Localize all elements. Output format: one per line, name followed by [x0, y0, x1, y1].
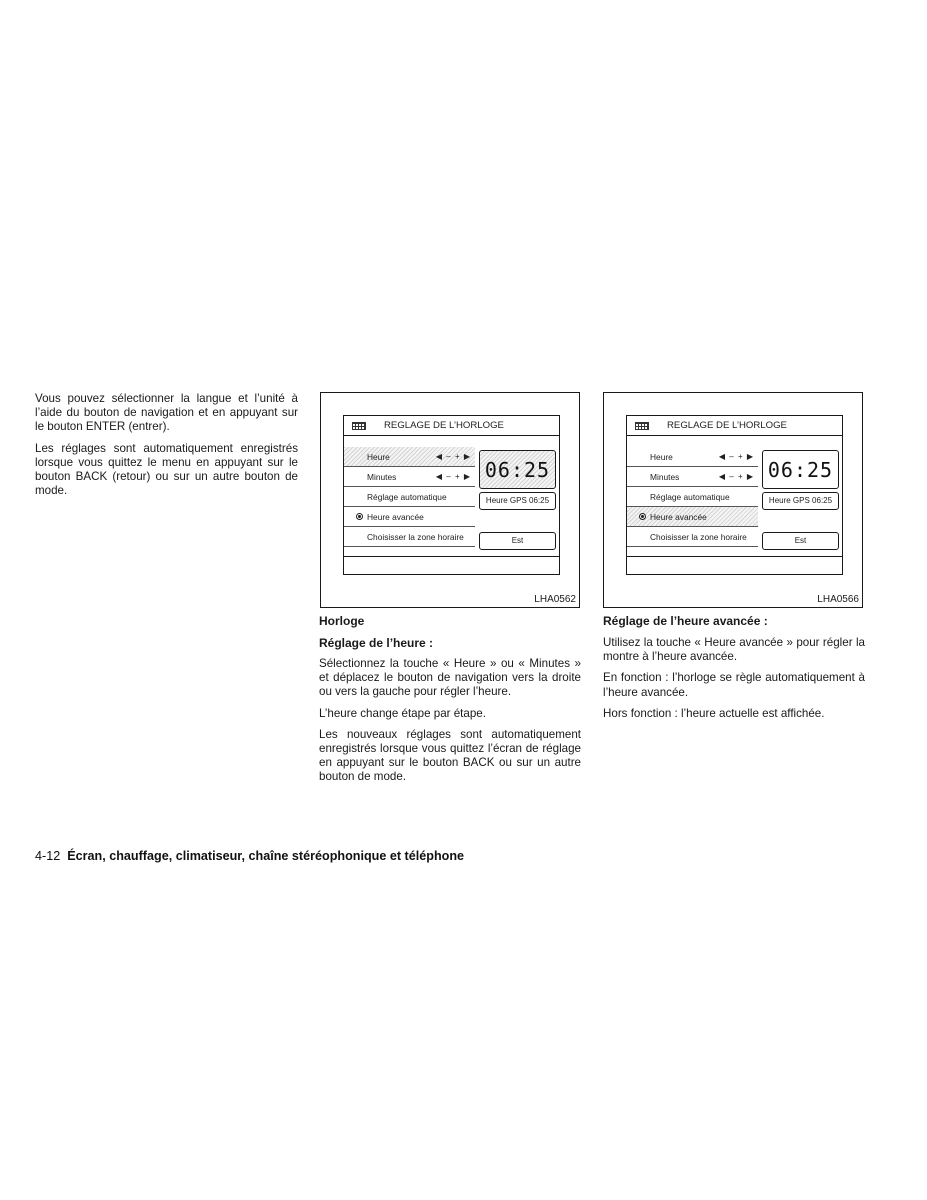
subheading-daylight-saving: Réglage de l’heure avancée : [603, 614, 768, 628]
row-dst-label: Heure avancée [367, 512, 424, 522]
gps-time-box: Heure GPS 06:25 [479, 492, 556, 510]
page-footer [35, 848, 735, 864]
row-time-zone[interactable] [344, 527, 475, 547]
heure-adjust-arrows[interactable]: ◀ – + ▶ [435, 452, 471, 461]
screen-title: REGLAGE DE L’HORLOGE [384, 420, 504, 431]
intro-paragraph-2: Les réglages sont automatiquement enregistrés lorsque vous quittez le menu en appuyant sur le bouton BACK (retour) ou sur un autre bouton de mode. [35, 441, 298, 498]
screen-title-bar [627, 416, 842, 436]
row-minutes[interactable] [344, 467, 475, 487]
section-heading-horloge: Horloge [319, 614, 365, 628]
radio-on-icon [356, 513, 363, 520]
time-zone-button[interactable]: Est [479, 532, 556, 550]
screen-title-bar [344, 416, 559, 436]
keyboard-icon [635, 422, 649, 430]
row-zone-label: Choisisser la zone horaire [367, 532, 464, 542]
clock-column [319, 614, 581, 792]
gps-time-box: Heure GPS 06:25 [762, 492, 839, 510]
chapter-title: Écran, chauffage, climatiseur, chaîne stéréophonique et téléphone [67, 849, 465, 863]
time-display [479, 450, 556, 489]
daylight-paragraph-3: Hors fonction : l’heure actuelle est affichée. [603, 706, 825, 720]
clock-settings-screen [343, 415, 560, 575]
row-auto-label: Réglage automatique [650, 492, 730, 502]
row-time-zone[interactable] [627, 527, 758, 547]
intro-column [35, 392, 298, 505]
row-daylight-saving[interactable] [627, 507, 758, 527]
daylight-paragraph-2: En fonction : l’horloge se règle automatiquement à l’heure avancée. [603, 671, 865, 699]
row-heure-label: Heure [367, 452, 390, 462]
screen-divider [627, 556, 842, 557]
intro-paragraph-1: Vous pouvez sélectionner la langue et l’unité à l’aide du bouton de navigation et en appuyant sur le bouton ENTER (entrer). [35, 392, 298, 434]
row-heure[interactable] [344, 447, 475, 467]
row-heure[interactable] [627, 447, 758, 467]
clock-paragraph-3: Les nouveaux réglages sont automatiquement enregistrés lorsque vous quittez l’écran de réglage en appuyant sur le bouton BACK ou sur un autre bouton de mode. [319, 727, 581, 784]
radio-on-icon [639, 513, 646, 520]
row-auto-setting[interactable] [344, 487, 475, 507]
figure-clock-setting [320, 392, 580, 608]
figure-code: LHA0562 [534, 594, 576, 605]
keyboard-icon [352, 422, 366, 430]
heure-adjust-arrows[interactable]: ◀ – + ▶ [718, 452, 754, 461]
row-dst-label: Heure avancée [650, 512, 707, 522]
time-zone-button[interactable]: Est [762, 532, 839, 550]
minutes-adjust-arrows[interactable]: ◀ – + ▶ [435, 472, 471, 481]
row-zone-label: Choisisser la zone horaire [650, 532, 747, 542]
daylight-column [603, 614, 865, 728]
figure-code: LHA0566 [817, 594, 859, 605]
row-auto-label: Réglage automatique [367, 492, 447, 502]
time-display [762, 450, 839, 489]
clock-paragraph-1: Sélectionnez la touche « Heure » ou « Minutes » et déplacez le bouton de navigation vers la droite ou vers la gauche pour régler l’heure. [319, 657, 581, 699]
page-number: 4-12 [35, 849, 61, 863]
time-value: 06:25 [767, 458, 834, 482]
row-auto-setting[interactable] [627, 487, 758, 507]
row-daylight-saving[interactable] [344, 507, 475, 527]
screen-divider [344, 556, 559, 557]
figure-daylight-saving [603, 392, 863, 608]
minutes-adjust-arrows[interactable]: ◀ – + ▶ [718, 472, 754, 481]
row-heure-label: Heure [650, 452, 673, 462]
row-minutes-label: Minutes [367, 472, 397, 482]
row-minutes-label: Minutes [650, 472, 680, 482]
row-minutes[interactable] [627, 467, 758, 487]
subheading-time-setting: Réglage de l’heure : [319, 636, 434, 650]
clock-paragraph-2: L’heure change étape par étape. [319, 706, 486, 720]
screen-title: REGLAGE DE L’HORLOGE [667, 420, 787, 431]
clock-settings-screen [626, 415, 843, 575]
time-value: 06:25 [484, 458, 551, 482]
daylight-paragraph-1: Utilisez la touche « Heure avancée » pour régler la montre à l’heure avancée. [603, 636, 865, 664]
